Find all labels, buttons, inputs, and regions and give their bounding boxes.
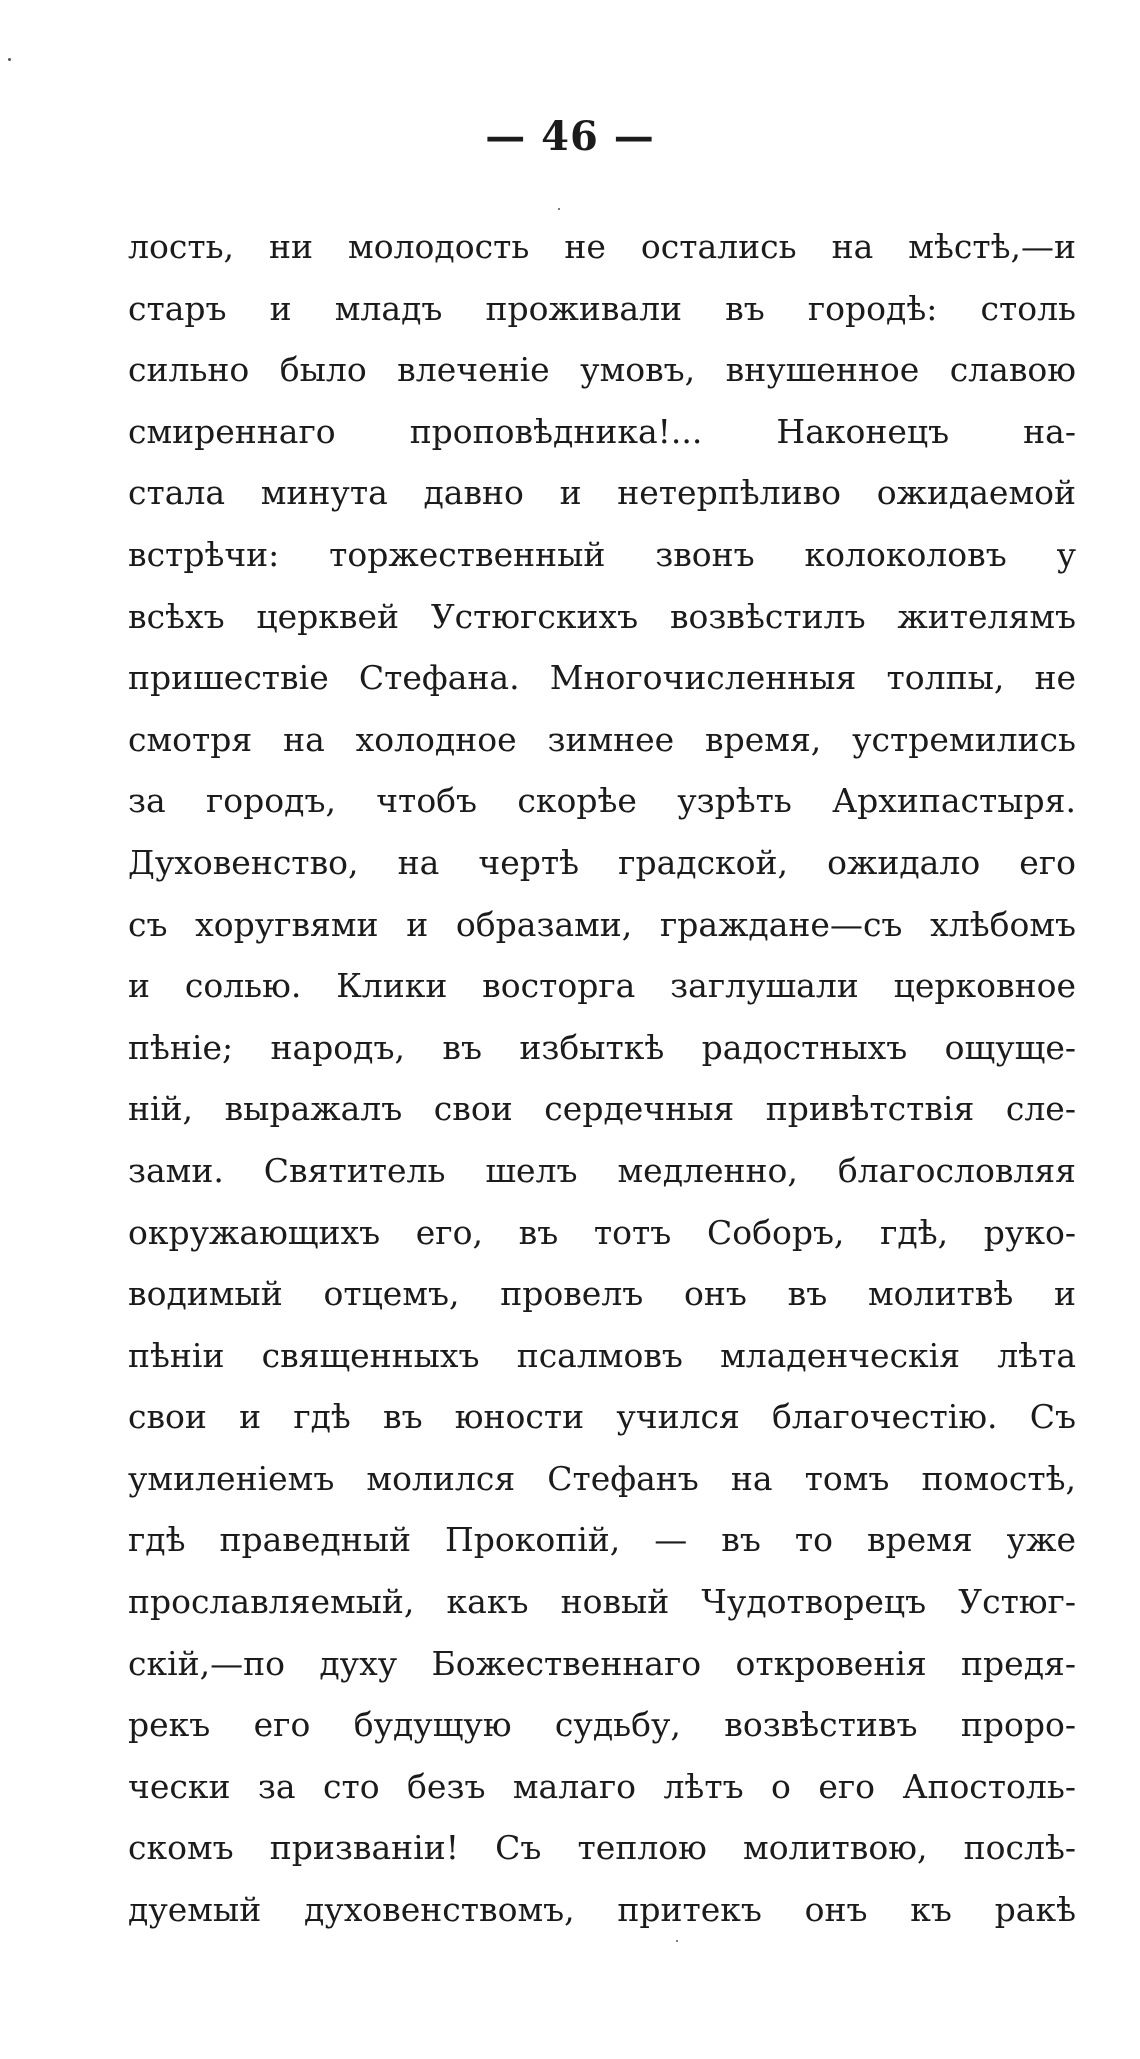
text-line: за городъ, чтобъ скорѣе узрѣть Архипастыря. xyxy=(128,781,1076,821)
text-line: скій,—по духу Божественнаго откровенія предя- xyxy=(128,1643,1076,1683)
text-line: Духовенство, на чертѣ градской, ожидало его xyxy=(128,842,1076,882)
text-line: гдѣ праведный Прокопій, — въ то время уже xyxy=(128,1520,1076,1560)
page-number: — 46 — xyxy=(485,113,655,160)
text-line: окружающихъ его, въ тотъ Соборъ, гдѣ, руко- xyxy=(128,1212,1076,1252)
text-line: старъ и младъ проживали въ городѣ: столь xyxy=(128,288,1076,328)
text-line: чески за сто безъ малаго лѣтъ о его Апостоль- xyxy=(128,1766,1076,1806)
text-line: дуемый духовенствомъ, притекъ онъ къ ракѣ xyxy=(128,1890,1076,1930)
text-line: ній, выражалъ свои сердечныя привѣтствія сле- xyxy=(128,1089,1076,1129)
text-line: встрѣчи: торжественный звонъ колоколовъ у xyxy=(128,534,1076,574)
text-line: умиленіемъ молился Стефанъ на томъ помостѣ, xyxy=(128,1458,1076,1498)
text-line: смотря на холодное зимнее время, устремились xyxy=(128,719,1076,759)
text-line: прославляемый, какъ новый Чудотворецъ Устюг- xyxy=(128,1582,1076,1622)
text-line: сильно было влеченіе умовъ, внушенное славою xyxy=(128,350,1076,390)
text-line: пришествіе Стефана. Многочисленныя толпы, не xyxy=(128,658,1076,698)
text-line: лость, ни молодость не остались на мѣстѣ,—и xyxy=(128,227,1076,266)
text-line: свои и гдѣ въ юности учился благочестію. Съ xyxy=(128,1397,1076,1437)
text-line: стала минута давно и нетерпѣливо ожидаемой xyxy=(128,473,1076,513)
body-text xyxy=(128,216,1076,1941)
text-line: съ хоругвями и образами, граждане—съ хлѣбомъ xyxy=(128,904,1076,944)
text-line: зами. Святитель шелъ медленно, благословляя xyxy=(128,1150,1076,1190)
text-line: смиреннаго проповѣдника!... Наконецъ на- xyxy=(128,411,1076,451)
scan-speck xyxy=(8,58,11,61)
text-line: и солью. Клики восторга заглушали церковное xyxy=(128,966,1076,1006)
text-line: скомъ призваніи! Съ теплою молитвою, послѣ- xyxy=(128,1828,1076,1868)
text-line: водимый отцемъ, провелъ онъ въ молитвѣ и xyxy=(128,1274,1076,1314)
text-line: всѣхъ церквей Устюгскихъ возвѣстилъ жителямъ xyxy=(128,596,1076,636)
text-line: рекъ его будущую судьбу, возвѣстивъ проро- xyxy=(128,1705,1076,1745)
text-line: пѣніи священныхъ псалмовъ младенческія лѣта xyxy=(128,1335,1076,1375)
text-line: пѣніе; народъ, въ избыткѣ радостныхъ ощуще- xyxy=(128,1027,1076,1067)
scan-speck xyxy=(558,208,560,210)
